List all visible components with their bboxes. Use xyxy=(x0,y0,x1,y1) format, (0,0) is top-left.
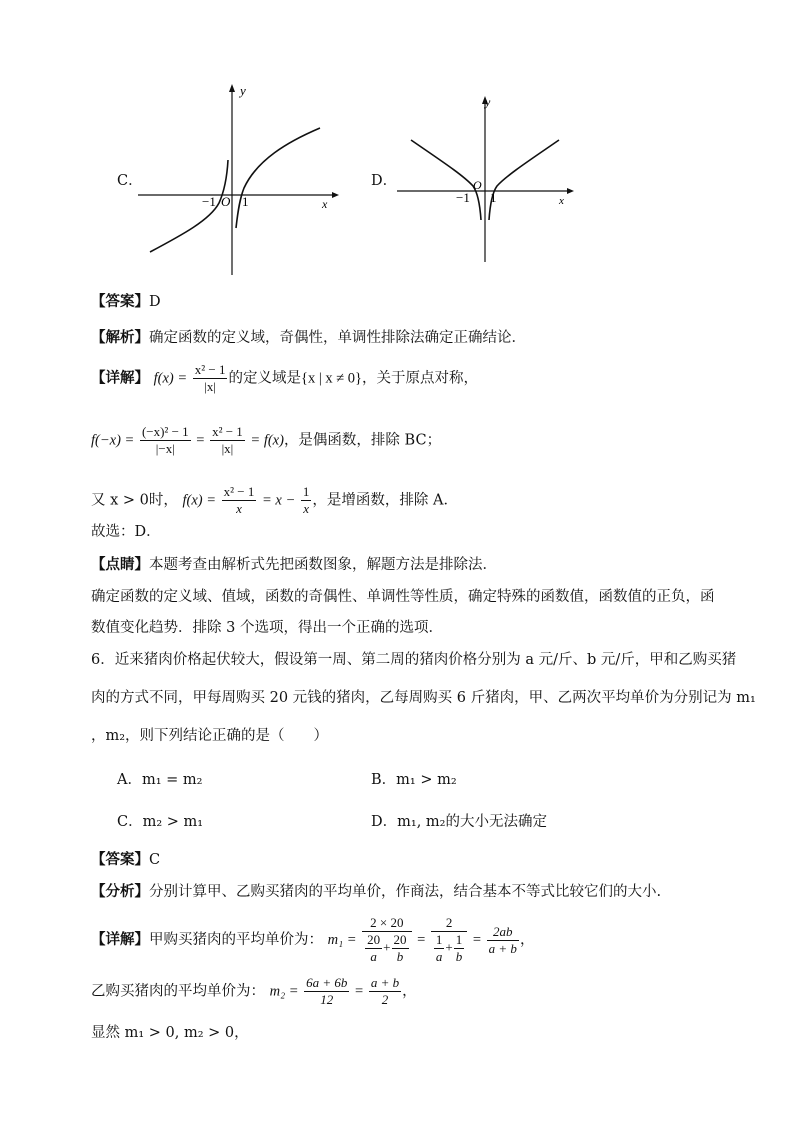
q6-jia-end: ， xyxy=(519,932,535,948)
q5-detail-line1 xyxy=(91,362,478,395)
q5-even-fx: = f(x) xyxy=(250,432,284,449)
graph-c-left-branch xyxy=(150,160,228,252)
q5-f-neg-x: f(−x) = xyxy=(91,432,135,449)
q5-frac-inc2 xyxy=(301,484,312,517)
q5-answer-line xyxy=(91,292,161,312)
q5-frac-def-num: x² − 1 xyxy=(194,362,226,377)
q6-yi-frac1 xyxy=(304,975,349,1008)
q5-summary-line2: 数值变化趋势．排除 3 个选项，得出一个正确的选项． xyxy=(91,620,443,636)
graph-c-neg-one-label: −1 xyxy=(202,194,216,209)
q6-yi-eq: = xyxy=(355,983,364,1000)
q5-analysis-text: 确定函数的定义域，奇偶性，单调性排除法确定正确结论． xyxy=(149,330,526,346)
q5-domain: {x | x ≠ 0} xyxy=(300,370,363,387)
q6-jia-frac1-den-b xyxy=(392,932,409,965)
option-d-label: D． xyxy=(371,173,398,189)
graph-d-one-label: 1 xyxy=(490,190,497,205)
q6-yi-frac2-den: 2 xyxy=(381,992,389,1007)
q6-jia-eq2: = xyxy=(472,932,482,948)
option-c-label: C． xyxy=(117,173,143,189)
q5-detail-line3 xyxy=(91,484,458,517)
q5-frac-even2-den: |x| xyxy=(221,441,234,456)
q5-inc-suffix: ，是增函数，排除 A． xyxy=(312,492,458,509)
q5-answer-tag: 【答案】 xyxy=(91,294,149,310)
q6-jia-text: 甲购买猪肉的平均单价为： xyxy=(149,932,323,948)
graph-d-left-branch xyxy=(411,140,481,220)
q6-jia-frac1-den-a xyxy=(365,932,382,965)
q6-jia-frac2-den-b xyxy=(454,932,465,965)
graph-d-x-arrow xyxy=(567,188,574,194)
q6-answer-tag: 【答案】 xyxy=(91,852,149,868)
q6-jia-frac2-den-b-num: 1 xyxy=(455,932,463,947)
q6-jia-frac1-den-a-den: a xyxy=(370,949,377,964)
q5-answer-value: D xyxy=(149,294,161,310)
q6-analysis-line xyxy=(91,882,661,902)
q6-yi-frac1-num: 6a + 6b xyxy=(306,975,348,990)
q5-comment-text: 本题考查由解析式先把函数图象，解题方法是排除法． xyxy=(149,557,497,573)
graph-c-y-arrow xyxy=(229,84,235,92)
q6-yi-frac2 xyxy=(369,975,401,1008)
graph-d-origin-label: O xyxy=(473,178,482,192)
q6-yi-text: 乙购买猪肉的平均单价为： xyxy=(91,983,265,1000)
q6-jia-frac1-den xyxy=(362,932,411,965)
q5-frac-inc1 xyxy=(222,484,257,517)
q5-inc-fx: f(x) = xyxy=(182,492,217,509)
q5-frac-inc2-den: x xyxy=(303,501,309,516)
q6-option-b: B．m₁ > m₂ xyxy=(371,772,457,788)
q6-jia-frac1-den-plus: + xyxy=(383,939,391,955)
q6-jia-frac3-num: 2ab xyxy=(487,924,519,941)
q5-frac-inc2-num: 1 xyxy=(302,484,310,499)
q5-frac-even1-num: (−x)² − 1 xyxy=(141,424,189,439)
q6-jia-frac2-den-b-den: b xyxy=(455,949,463,964)
q5-frac-def-den: |x| xyxy=(204,379,216,394)
q6-answer-line xyxy=(91,850,160,870)
q5-summary-line1: 确定函数的定义域、值域，函数的奇偶性、单调性等性质，确定特殊的函数值，函数值的正负，函 xyxy=(91,589,715,605)
q5-frac-inc1-num: x² − 1 xyxy=(223,484,255,499)
q6-detail-tag: 【详解】 xyxy=(91,932,149,948)
graph-d-y-label: y xyxy=(485,95,491,109)
q5-comment-line xyxy=(91,555,497,575)
q5-fx: f(x) = xyxy=(153,370,188,387)
q6-jia-frac1 xyxy=(362,915,411,965)
q6-analysis-tag: 【分析】 xyxy=(91,884,149,900)
graph-c-one-label: 1 xyxy=(242,194,249,209)
q5-def-suffix2: ，关于原点对称， xyxy=(362,370,479,387)
q5-frac-even2 xyxy=(210,424,245,457)
q6-stem-line3: ，m₂，则下列结论正确的是（ ） xyxy=(91,728,329,744)
q5-analysis-line xyxy=(91,328,526,348)
q5-frac-even1 xyxy=(140,424,191,457)
q5-inc-mid: = x − xyxy=(261,492,296,509)
q6-jia-frac2-den-a-den: a xyxy=(435,949,443,964)
q6-jia-eq1: = xyxy=(417,932,426,948)
q6-detail-yi xyxy=(91,975,417,1008)
q6-option-a: A．m₁ = m₂ xyxy=(117,772,203,788)
q5-frac-even1-den: |−x| xyxy=(155,441,175,456)
q5-analysis-tag: 【解析】 xyxy=(91,330,149,346)
graph-c xyxy=(132,80,347,280)
q6-yi-frac2-num: a + b xyxy=(370,975,400,990)
q5-even-eq: = xyxy=(196,432,205,449)
q6-jia-frac2-den-plus: + xyxy=(445,939,453,955)
q6-analysis-text: 分别计算甲、乙购买猪肉的平均单价，作商法，结合基本不等式比较它们的大小. xyxy=(149,884,662,900)
q5-detail-line2 xyxy=(91,424,441,457)
q5-frac-def xyxy=(193,362,228,395)
q6-jia-frac2-den xyxy=(431,932,467,965)
q5-choose: 故选：D． xyxy=(91,524,161,540)
graph-c-x-arrow xyxy=(332,192,339,198)
graph-d-right-branch xyxy=(489,140,559,220)
q6-jia-frac1-den-b-den: b xyxy=(396,949,404,964)
q6-option-d: D．m₁, m₂的大小无法确定 xyxy=(371,814,547,830)
q6-detail-jia xyxy=(91,915,534,965)
q6-jia-frac1-num: 2 × 20 xyxy=(362,915,411,932)
q6-jia-frac1-den-b-num: 20 xyxy=(393,932,407,947)
q6-jia-frac1-den-a-num: 20 xyxy=(367,932,381,947)
graph-c-origin-label: O xyxy=(221,194,231,209)
q6-jia-frac2-den-a-num: 1 xyxy=(435,932,443,947)
q6-yi-end: ， xyxy=(402,983,417,1000)
graph-d-neg-one-label: −1 xyxy=(456,190,470,205)
graph-d xyxy=(395,90,580,265)
q6-stem-line1: 6．近来猪肉价格起伏较大，假设第一周、第二周的猪肉价格分别为 a 元/斤、b 元/斤，甲和乙购买猪 xyxy=(91,652,737,668)
graph-c-y-label: y xyxy=(240,83,246,98)
q6-yi-m2: m₂ = xyxy=(269,983,299,1000)
q6-obvious: 显然 m₁ > 0, m₂ > 0， xyxy=(91,1025,249,1041)
q6-jia-m1: m₁ = xyxy=(327,932,357,948)
q5-frac-inc1-den: x xyxy=(236,501,242,516)
graph-c-right-branch xyxy=(236,128,320,228)
q5-detail-tag: 【详解】 xyxy=(91,370,149,387)
q5-def-suffix1: 的定义域是 xyxy=(228,370,301,387)
q6-jia-frac2-den-a xyxy=(434,932,445,965)
q6-jia-frac2-num: 2 xyxy=(431,915,467,932)
q6-jia-frac3 xyxy=(487,924,519,957)
q6-jia-frac3-den: a + b xyxy=(488,940,517,956)
q6-option-c: C．m₂ > m₁ xyxy=(117,814,204,830)
q5-frac-even2-num: x² − 1 xyxy=(212,424,243,439)
q6-answer-value: C xyxy=(149,852,161,868)
q6-yi-frac1-den: 12 xyxy=(320,992,334,1007)
q5-comment-tag: 【点睛】 xyxy=(91,557,149,573)
q5-even-text: ，是偶函数，排除 BC； xyxy=(283,432,442,449)
q6-jia-frac2 xyxy=(431,915,467,965)
graph-c-x-label: x xyxy=(322,197,328,211)
q6-stem-line2: 肉的方式不同，甲每周购买 20 元钱的猪肉，乙每周购买 6 斤猪肉，甲、乙两次平均单价为分别记为 m₁ xyxy=(91,690,756,706)
q5-x-positive: 又 x > 0时， xyxy=(91,492,178,509)
graph-d-x-label: x xyxy=(559,195,564,207)
